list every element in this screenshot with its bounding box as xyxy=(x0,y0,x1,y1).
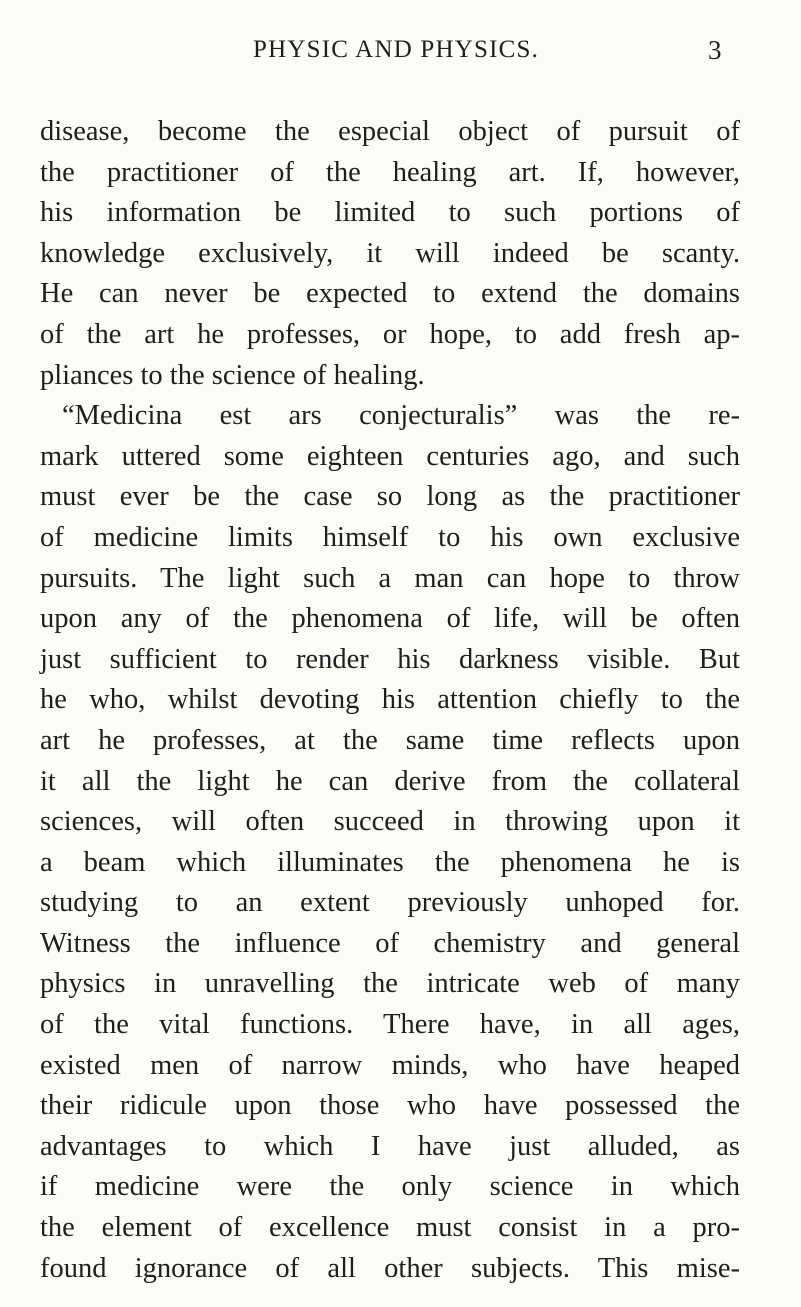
text-line: of medicine limits himself to his own exclusive xyxy=(40,521,740,553)
text-line: studying to an extent previously unhoped for. xyxy=(40,887,740,919)
text-line: found ignorance of all other subjects. This mise- xyxy=(40,1252,740,1284)
text-line: physics in unravelling the intricate web of many xyxy=(40,968,740,1000)
text-line: a beam which illuminates the phenomena he is xyxy=(40,846,740,878)
text-line: knowledge exclusively, it will indeed be scanty. xyxy=(40,237,740,269)
text-line: Witness the influence of chemistry and general xyxy=(40,927,740,959)
text-line: mark uttered some eighteen centuries ago, and such xyxy=(40,440,740,472)
text-line: art he professes, at the same time reflects upon xyxy=(40,724,740,756)
text-line: disease, become the especial object of pursuit of xyxy=(40,116,740,147)
text-line: it all the light he can derive from the collateral xyxy=(40,765,740,797)
text-line: his information be limited to such portions of xyxy=(40,197,740,229)
page-number: 3 xyxy=(708,35,722,65)
text-line: pliances to the science of healing. xyxy=(40,359,425,391)
text-line: of the art he professes, or hope, to add fresh ap- xyxy=(40,318,740,350)
body-text xyxy=(40,112,740,1289)
running-head xyxy=(0,34,801,66)
text-line: sciences, will often succeed in throwing upon it xyxy=(40,806,740,838)
text-line: he who, whilst devoting his attention chiefly to the xyxy=(40,684,740,716)
text-line: the element of excellence must consist in a pro- xyxy=(40,1212,740,1244)
text-line: He can never be expected to extend the domains xyxy=(40,278,740,310)
text-line: the practitioner of the healing art. If, however, xyxy=(40,156,740,188)
text-line: existed men of narrow minds, who have heaped xyxy=(40,1049,740,1081)
text-line: advantages to which I have just alluded, as xyxy=(40,1130,740,1162)
text-line: of the vital functions. There have, in all ages, xyxy=(40,1009,740,1041)
text-line: “Medicina est ars conjecturalis” was the re- xyxy=(62,400,740,432)
text-line: pursuits. The light such a man can hope to throw xyxy=(40,562,740,594)
text-line: upon any of the phenomena of life, will be often xyxy=(40,603,740,635)
text-line: must ever be the case so long as the practitioner xyxy=(40,481,740,513)
text-line: their ridicule upon those who have possessed the xyxy=(40,1090,740,1122)
text-line: just sufficient to render his darkness visible. But xyxy=(40,643,740,675)
text-line: if medicine were the only science in which xyxy=(40,1171,740,1203)
running-title: PHYSIC AND PHYSICS. xyxy=(253,36,540,63)
